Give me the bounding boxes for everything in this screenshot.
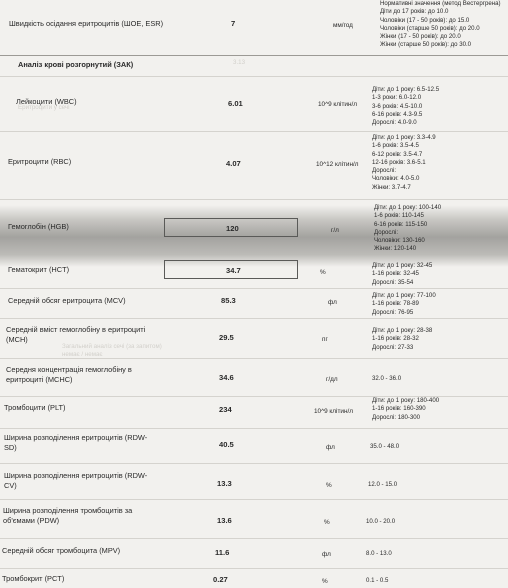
- mchc-name: Середня концентрація гемоглобіну в еритроциті (MCHC): [6, 365, 132, 384]
- hct-reference: Діти: до 1 року: 32-45 1-16 років: 32-45 Дорослі: 35-54: [372, 262, 433, 286]
- divider: [0, 499, 508, 500]
- rdw-sd-value: 40.5: [219, 440, 234, 449]
- mcv-value: 85.3: [221, 296, 236, 305]
- hgb-reference: Діти: до 1 року: 100-140 1-6 років: 110-145 6-16 років: 115-150 Дорослі: Чоловіки: 130-160 Жінки: 120-140: [374, 204, 442, 253]
- hgb-value: 120: [226, 224, 239, 233]
- rdw-cv-reference: 12.0 - 15.0: [368, 481, 398, 488]
- wbc-name: Лейкоцити (WBC): [16, 97, 77, 106]
- esr-reference: Нормативні значення (метод Вестергрена) Діти до 17 років: до 10.0 Чоловіки (17 - 50 років): до 15.0 Чоловіки (старше 50 років): до 20.0 Жінки (17 - 50 років): до 20.0 Жінки (старше 50 років): до 30.0: [380, 0, 501, 49]
- wbc-value: 6.01: [228, 99, 243, 108]
- hct-value: 34.7: [226, 266, 241, 275]
- rdw-sd-unit: фл: [326, 444, 335, 451]
- bleed-through-text: Еритроцити у сечі: [18, 104, 70, 111]
- mch-unit: пг: [322, 336, 328, 343]
- mpv-value: 11.6: [215, 548, 230, 557]
- mchc-unit: г/дл: [326, 376, 338, 383]
- bleed-through-text: Загальний аналіз сечі (за запитом): [62, 343, 162, 350]
- wbc-reference: Діти: до 1 року: 6.5-12.5 1-3 роки: 6.0-12.0 3-6 років: 4.5-10.0 6-16 років: 4.3-9.5 Дорослі: 4.0-9.0: [372, 86, 440, 127]
- esr-value: 7: [231, 19, 236, 28]
- mpv-reference: 8.0 - 13.0: [366, 550, 392, 557]
- pdw-value: 13.6: [217, 516, 232, 525]
- pct-unit: %: [322, 578, 328, 585]
- divider: [0, 199, 508, 200]
- plt-value: 234: [219, 405, 232, 414]
- divider: [0, 76, 508, 77]
- bleed-through-text: 3.13: [233, 59, 246, 66]
- divider: [0, 55, 508, 56]
- hct-name: Гематокрит (HCT): [8, 265, 70, 274]
- divider: [0, 568, 508, 569]
- mch-value: 29.5: [219, 333, 234, 342]
- mcv-reference: Діти: до 1 року: 77-100 1-16 років: 78-89 Дорослі: 76-95: [372, 292, 436, 316]
- plt-reference: Діти: до 1 року: 180-400 1-16 років: 160-390 Дорослі: 180-300: [372, 397, 440, 421]
- divider: [0, 463, 508, 464]
- mcv-name: Середній обсяг еритроцита (MCV): [8, 296, 126, 305]
- divider: [0, 318, 508, 319]
- plt-unit: 10^9 клітин/л: [314, 408, 353, 415]
- esr-name: Швидкість осідання еритроцитів (ШОЕ, ESR): [9, 19, 164, 28]
- pdw-unit: %: [324, 519, 330, 526]
- divider: [0, 428, 508, 429]
- section-title: Аналіз крові розгорнутий (ЗАК): [18, 60, 134, 69]
- mpv-name: Середній обсяг тромбоцита (MPV): [2, 546, 121, 555]
- rdw-cv-name: Ширина розподілення еритроцитів (RDW-CV): [4, 471, 148, 490]
- rbc-value: 4.07: [226, 159, 241, 168]
- pdw-reference: 10.0 - 20.0: [366, 518, 396, 525]
- rdw-sd-name: Ширина розподілення еритроцитів (RDW-SD): [4, 433, 148, 452]
- mpv-unit: фл: [322, 551, 331, 558]
- pdw-name: Ширина розподілення тромбоцитів за об'ємами (PDW): [3, 506, 133, 525]
- pct-value: 0.27: [213, 575, 228, 584]
- rbc-unit: 10^12 клітин/л: [316, 161, 359, 168]
- rdw-cv-value: 13.3: [217, 479, 232, 488]
- pct-reference: 0.1 - 0.5: [366, 577, 389, 584]
- hct-unit: %: [320, 269, 326, 276]
- divider: [0, 131, 508, 132]
- divider: [0, 288, 508, 289]
- wbc-unit: 10^9 клітин/л: [318, 101, 357, 108]
- divider: [0, 358, 508, 359]
- rbc-name: Еритроцити (RBC): [8, 157, 72, 166]
- mch-name: Середній вміст гемоглобіну в еритроциті (MCH): [6, 325, 146, 344]
- plt-name: Тромбоцити (PLT): [4, 403, 66, 412]
- rdw-sd-reference: 35.0 - 48.0: [370, 443, 400, 450]
- divider: [0, 538, 508, 539]
- esr-unit: мм/год: [333, 22, 353, 29]
- pct-name: Тромбокрит (PCT): [2, 574, 65, 583]
- hgb-name: Гемоглобін (HGB): [8, 222, 69, 231]
- mchc-value: 34.6: [219, 373, 234, 382]
- mcv-unit: фл: [328, 299, 337, 306]
- mchc-reference: 32.0 - 36.0: [372, 375, 402, 382]
- bleed-through-text: немає / немає: [62, 351, 103, 358]
- hgb-unit: г/л: [331, 227, 339, 234]
- rdw-cv-unit: %: [326, 482, 332, 489]
- mch-reference: Діти: до 1 року: 28-38 1-16 років: 28-32 Дорослі: 27-33: [372, 327, 433, 351]
- rbc-reference: Діти: до 1 року: 3.3-4.9 1-6 років: 3.5-4.5 6-12 років: 3.5-4.7 12-16 років: 3.6-5.1 Дорослі: Чоловіки: 4.0-5.0 Жінки: 3.7-4.7: [372, 134, 436, 191]
